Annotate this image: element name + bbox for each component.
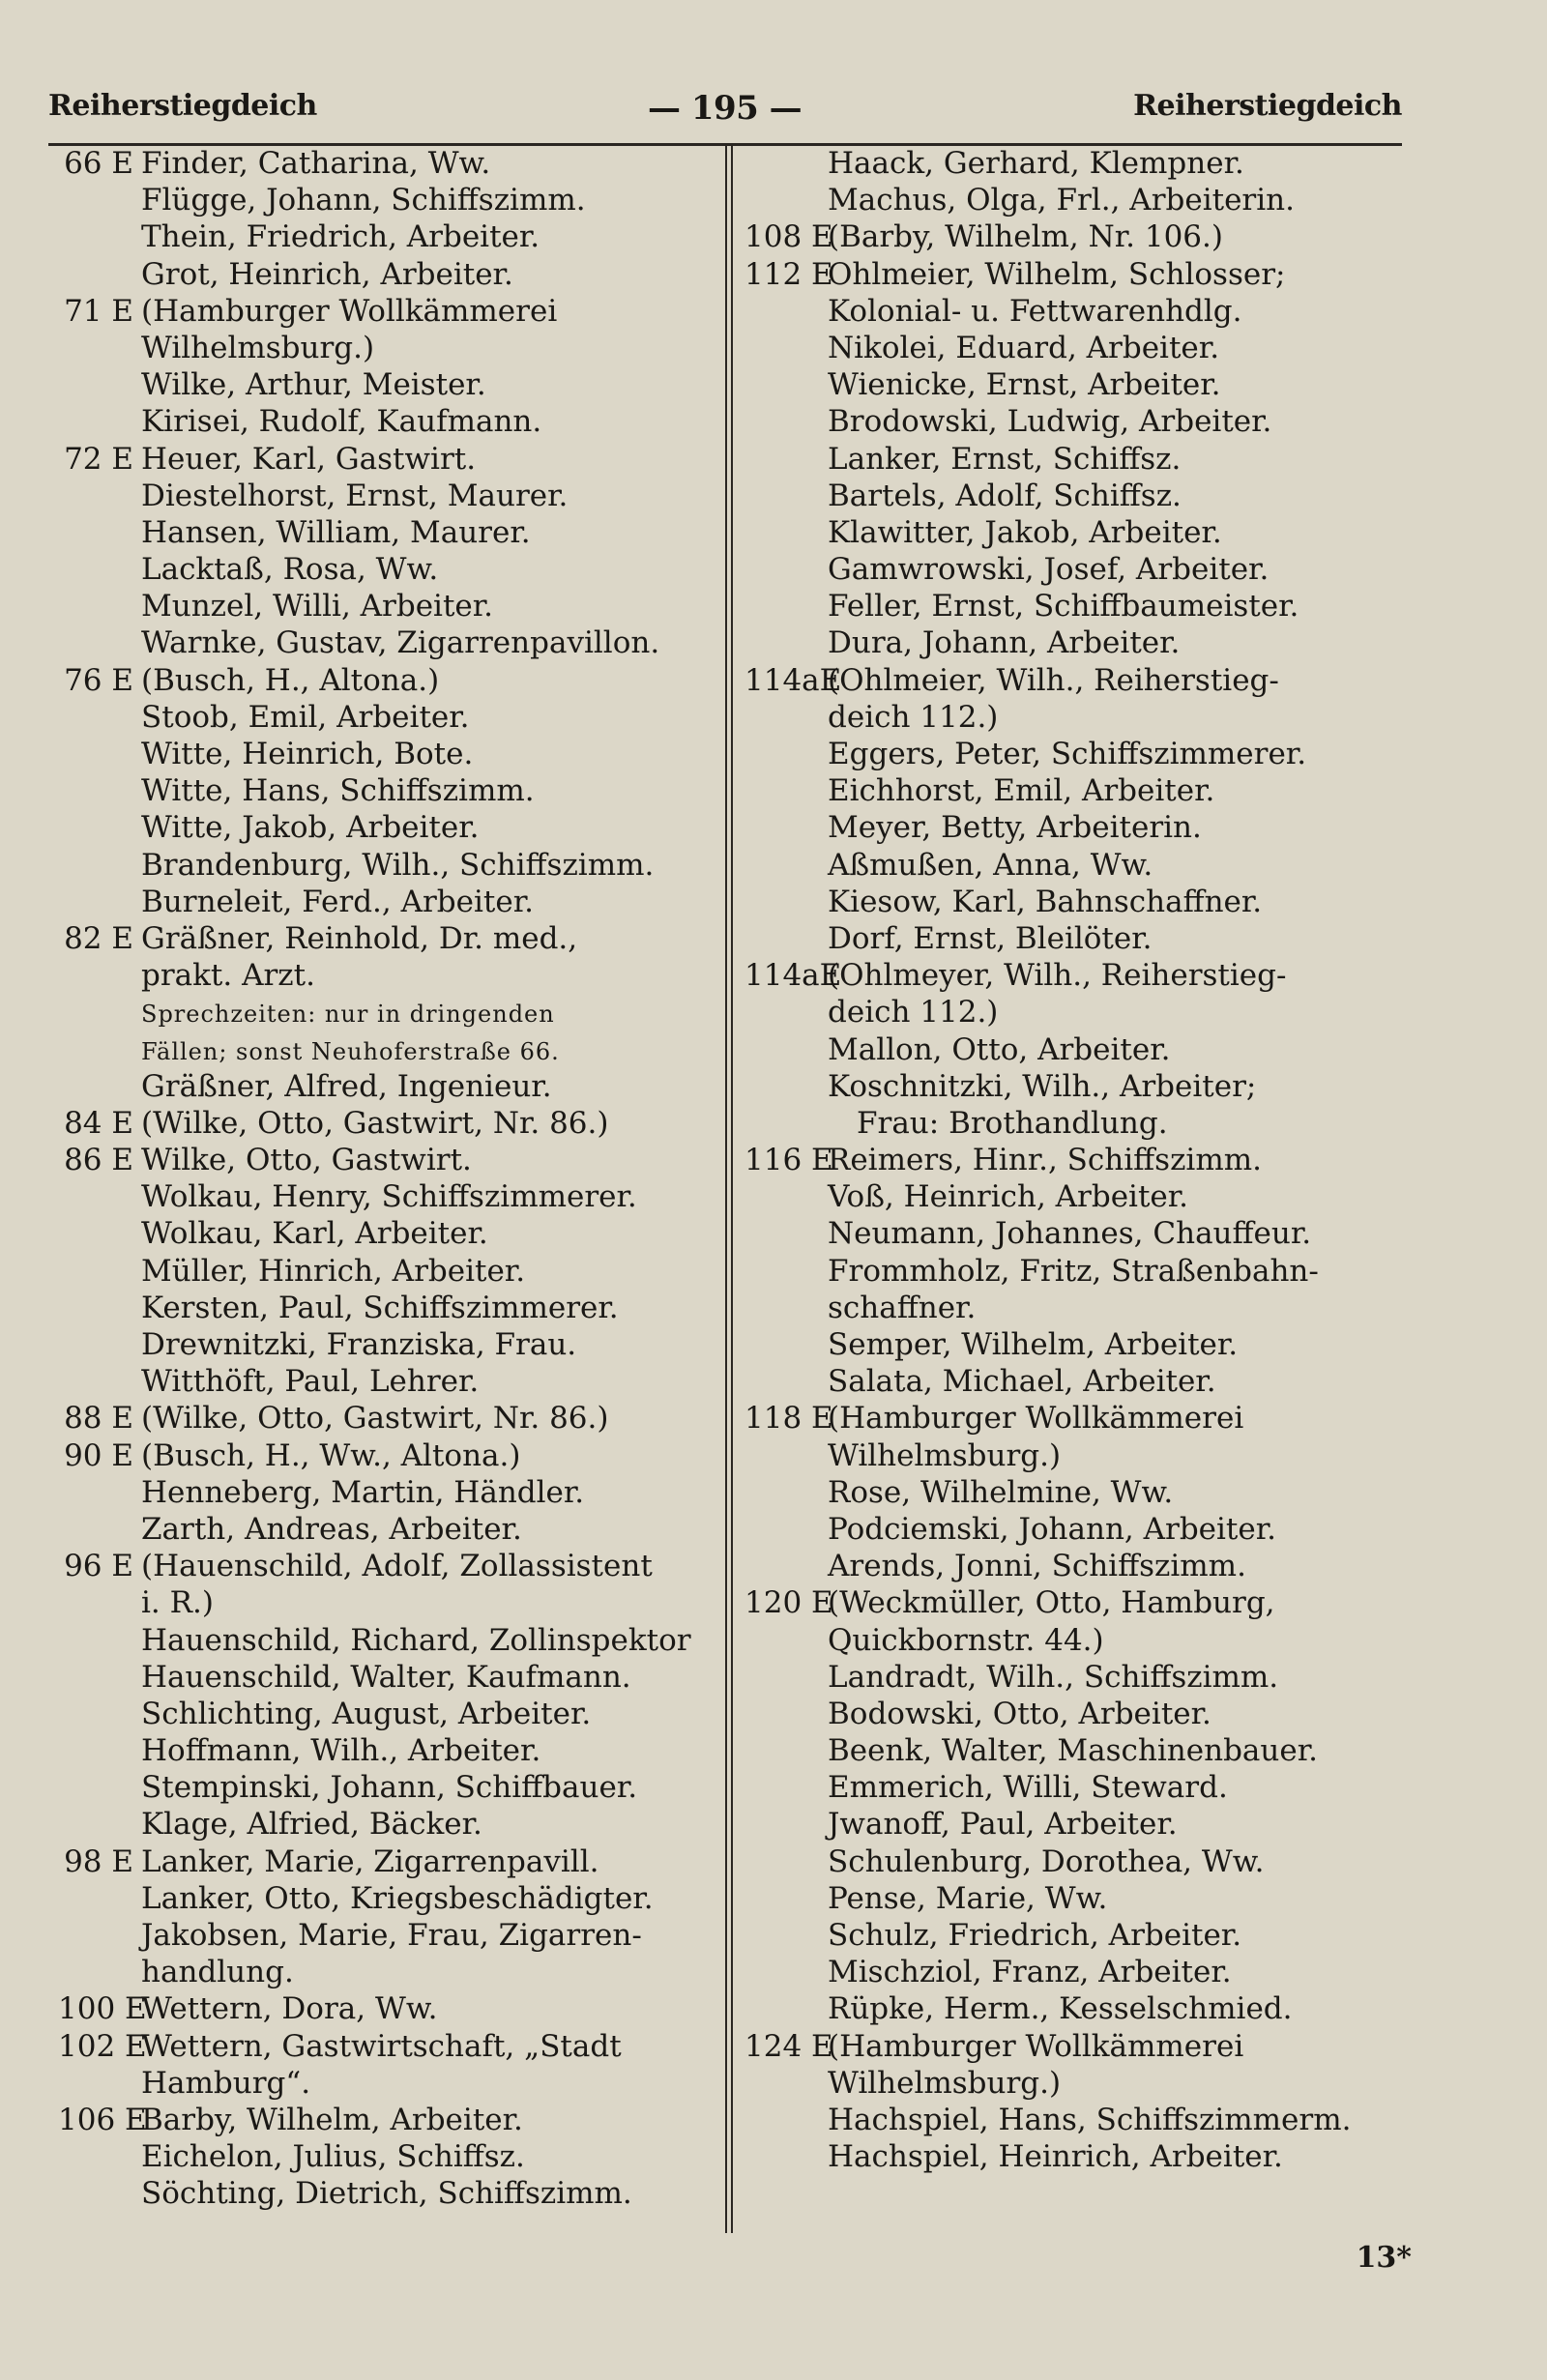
directory-entry: [58, 1769, 715, 1806]
entry-text: Eichelon, Julius, Schiffsz.: [141, 2139, 525, 2175]
entry-text: deich 112.): [828, 995, 999, 1030]
directory-entry: [744, 1474, 1402, 1511]
entry-text: Kiesow, Karl, Bahnschaffner.: [828, 884, 1263, 919]
directory-entry: [744, 1732, 1402, 1769]
directory-entry: [744, 551, 1402, 588]
entry-text: Wilke, Otto, Gastwirt.: [141, 1143, 472, 1178]
directory-entry: [58, 1326, 715, 1363]
directory-entry: [58, 1843, 715, 1880]
directory-entry: [58, 772, 715, 809]
directory-entry: [744, 1215, 1402, 1252]
entry-text: Eggers, Peter, Schiffszimmerer.: [828, 737, 1307, 771]
directory-entry: [58, 366, 715, 403]
directory-entry: [58, 1659, 715, 1696]
directory-entry: [58, 1474, 715, 1511]
entry-text: Nikolei, Eduard, Arbeiter.: [828, 330, 1220, 365]
directory-entry: [744, 957, 1402, 994]
house-number: 76 E: [64, 662, 133, 698]
header-left-street: Reiherstiegdeich: [48, 89, 317, 123]
entry-text: (Busch, H., Ww., Altona.): [141, 1437, 521, 1473]
entry-text: Dorf, Ernst, Bleilöter.: [828, 920, 1153, 956]
directory-entry: [58, 1178, 715, 1215]
entry-text: Wilhelmsburg.): [828, 2065, 1062, 2101]
directory-entry: [58, 218, 715, 255]
entry-text: Söchting, Dietrich, Schiffszimm.: [141, 2176, 632, 2212]
house-number: 71 E: [64, 293, 133, 329]
directory-entry: [744, 1031, 1402, 1068]
directory-entry: [744, 1105, 1402, 1142]
entry-text: Mischziol, Franz, Arbeiter.: [828, 1955, 1232, 1990]
house-number: 86 E: [64, 1143, 133, 1178]
entry-text: Finder, Catharina, Ww.: [141, 146, 491, 181]
directory-entry: [58, 624, 715, 661]
directory-entry: [744, 366, 1402, 403]
entry-text: Beenk, Walter, Maschinenbauer.: [828, 1733, 1318, 1769]
directory-entry: [58, 994, 715, 1030]
entry-text: Hauenschild, Walter, Kaufmann.: [141, 1659, 631, 1695]
directory-entry: [744, 1990, 1402, 2027]
entry-text: Wienicke, Ernst, Arbeiter.: [828, 367, 1221, 403]
entry-text: Müller, Hinrich, Arbeiter.: [141, 1253, 526, 1289]
entry-text: Rose, Wilhelmine, Ww.: [828, 1474, 1174, 1510]
directory-entry: [58, 478, 715, 514]
entry-text: Salata, Michael, Arbeiter.: [828, 1364, 1216, 1400]
entry-text: Kersten, Paul, Schiffszimmerer.: [141, 1290, 619, 1325]
directory-entry: [744, 994, 1402, 1030]
entry-text: Hamburg“.: [141, 2065, 311, 2101]
entry-text: Hansen, William, Maurer.: [141, 514, 531, 550]
directory-entry: [58, 736, 715, 772]
directory-entry: [744, 1400, 1402, 1437]
entry-text: Thein, Friedrich, Arbeiter.: [141, 219, 540, 255]
entry-text: Aßmußen, Anna, Ww.: [828, 847, 1153, 883]
directory-entry: [58, 1732, 715, 1769]
entry-text: Lanker, Ernst, Schiffsz.: [828, 441, 1182, 477]
entry-text: Eichhorst, Emil, Arbeiter.: [828, 773, 1215, 809]
entry-text: Brodowski, Ludwig, Arbeiter.: [828, 404, 1272, 440]
house-number: 106 E: [58, 2102, 147, 2137]
entry-text: Burneleit, Ferd., Arbeiter.: [141, 884, 534, 919]
house-number: 98 E: [64, 1843, 133, 1879]
entry-text: Rüpke, Herm., Kesselschmied.: [828, 1991, 1293, 2027]
entry-text: (Hamburger Wollkämmerei: [828, 2028, 1244, 2064]
directory-entry: [58, 1215, 715, 1252]
directory-entry: [58, 1105, 715, 1142]
entry-text: Heuer, Karl, Gastwirt.: [141, 441, 477, 477]
entry-text: Schulz, Friedrich, Arbeiter.: [828, 1918, 1242, 1953]
house-number: 118 E: [744, 1401, 833, 1437]
directory-entry: [744, 1659, 1402, 1696]
house-number: 72 E: [64, 441, 133, 477]
directory-entry: [58, 182, 715, 218]
entry-text: Kolonial- u. Fettwarenhdlg.: [828, 293, 1242, 329]
directory-entry: [744, 847, 1402, 884]
directory-entry: [744, 1142, 1402, 1178]
directory-entry: [744, 884, 1402, 920]
directory-entry: [744, 1437, 1402, 1474]
directory-entry: [58, 514, 715, 551]
directory-entry: [744, 514, 1402, 551]
entry-text: Meyer, Betty, Arbeiterin.: [828, 810, 1202, 846]
entry-text: Flügge, Johann, Schiffszimm.: [141, 183, 586, 218]
directory-entry: [744, 1622, 1402, 1659]
entry-text: deich 112.): [828, 699, 999, 735]
directory-entry: [58, 1363, 715, 1400]
directory-entry: [744, 1880, 1402, 1917]
directory-entry: [58, 847, 715, 884]
directory-entry: [58, 809, 715, 846]
entry-text: (Wilke, Otto, Gastwirt, Nr. 86.): [141, 1105, 609, 1141]
house-number: 84 E: [64, 1105, 133, 1141]
house-number: 100 E: [58, 1991, 147, 2027]
entry-text: Koschnitzki, Wilh., Arbeiter;: [828, 1068, 1257, 1104]
directory-entry: [744, 441, 1402, 478]
entry-text: (Ohlmeyer, Wilh., Reiherstieg-: [828, 958, 1287, 994]
directory-entry: [58, 1548, 715, 1584]
directory-entry: [58, 920, 715, 957]
entry-text: (Ohlmeier, Wilh., Reiherstieg-: [828, 662, 1279, 698]
entry-text: Fällen; sonst Neuhoferstraße 66.: [141, 1037, 560, 1065]
entry-text: Wilke, Arthur, Meister.: [141, 367, 486, 403]
directory-entry: [58, 699, 715, 736]
directory-entry: [744, 330, 1402, 366]
entry-text: Klage, Alfried, Bäcker.: [141, 1807, 482, 1843]
entry-text: Barby, Wilhelm, Arbeiter.: [141, 2102, 523, 2137]
entry-text: Dura, Johann, Arbeiter.: [828, 625, 1181, 661]
entry-text: Henneberg, Martin, Händler.: [141, 1474, 585, 1510]
directory-entry: [58, 441, 715, 478]
directory-entry: [58, 1584, 715, 1621]
entry-text: Warnke, Gustav, Zigarrenpavillon.: [141, 625, 660, 661]
directory-entry: [744, 256, 1402, 293]
entry-text: Hachspiel, Hans, Schiffszimmerm.: [828, 2102, 1352, 2137]
entry-text: Schulenburg, Dorothea, Ww.: [828, 1843, 1265, 1879]
directory-entry: [58, 1880, 715, 1917]
directory-entry: [58, 551, 715, 588]
entry-text: Feller, Ernst, Schiffbaumeister.: [828, 589, 1299, 624]
directory-entry: [58, 256, 715, 293]
directory-entry: [744, 624, 1402, 661]
entry-text: Lacktaß, Rosa, Ww.: [141, 552, 439, 588]
directory-entry: [744, 588, 1402, 624]
directory-entry: [744, 1843, 1402, 1880]
entry-text: Witte, Heinrich, Bote.: [141, 737, 474, 771]
entry-text: Witthöft, Paul, Lehrer.: [141, 1364, 480, 1400]
entry-text: Hauenschild, Richard, Zollinspektor: [141, 1622, 691, 1658]
directory-entry: [58, 957, 715, 994]
house-number: 114aE: [744, 662, 842, 698]
entry-text: Wilhelmsburg.): [141, 330, 375, 365]
directory-entry: [58, 1954, 715, 1990]
entry-text: Lanker, Otto, Kriegsbeschädigter.: [141, 1880, 654, 1916]
entry-text: (Barby, Wilhelm, Nr. 106.): [828, 219, 1223, 255]
directory-entry: [744, 2102, 1402, 2138]
directory-entry: [744, 1806, 1402, 1843]
directory-entry: [58, 662, 715, 699]
directory-entry: [58, 403, 715, 440]
house-number: 120 E: [744, 1585, 833, 1621]
entry-text: Schlichting, August, Arbeiter.: [141, 1696, 592, 1731]
directory-entry: [744, 920, 1402, 957]
directory-entry: [744, 772, 1402, 809]
house-number: 114aE: [744, 958, 842, 994]
header-right-street: Reiherstiegdeich: [1133, 89, 1402, 123]
directory-entry: [744, 145, 1402, 182]
entry-text: schaffner.: [828, 1290, 977, 1325]
directory-entry: [58, 1511, 715, 1548]
entry-text: Wilhelmsburg.): [828, 1437, 1062, 1473]
entry-text: Gamwrowski, Josef, Arbeiter.: [828, 552, 1270, 588]
directory-entry: [58, 145, 715, 182]
entry-text: Quickbornstr. 44.): [828, 1622, 1104, 1658]
entry-text: Stempinski, Johann, Schiffbauer.: [141, 1770, 638, 1806]
directory-entry: [744, 1584, 1402, 1621]
entry-text: Wolkau, Karl, Arbeiter.: [141, 1216, 488, 1252]
entry-text: Witte, Jakob, Arbeiter.: [141, 810, 480, 846]
entry-text: (Hamburger Wollkämmerei: [141, 293, 558, 329]
house-number: 88 E: [64, 1401, 133, 1437]
house-number: 96 E: [64, 1549, 133, 1584]
directory-entry: [58, 2065, 715, 2102]
directory-entry: [744, 1326, 1402, 1363]
directory-entry: [744, 1178, 1402, 1215]
entry-text: Semper, Wilhelm, Arbeiter.: [828, 1327, 1239, 1362]
entry-text: Wettern, Gastwirtschaft, „Stadt: [141, 2028, 622, 2064]
directory-entry: [58, 1068, 715, 1105]
directory-entry: [744, 699, 1402, 736]
directory-entry: [744, 293, 1402, 330]
directory-entry: [744, 1696, 1402, 1732]
directory-entry: [744, 2028, 1402, 2065]
entry-text: (Hamburger Wollkämmerei: [828, 1401, 1244, 1437]
entry-text: Lanker, Marie, Zigarrenpavill.: [141, 1843, 599, 1879]
entry-text: Wettern, Dora, Ww.: [141, 1991, 438, 2027]
directory-entry: [744, 1769, 1402, 1806]
directory-entry: [744, 1917, 1402, 1954]
directory-entry: [58, 1622, 715, 1659]
entry-text: (Wilke, Otto, Gastwirt, Nr. 86.): [141, 1401, 609, 1437]
directory-entry: [744, 478, 1402, 514]
entry-text: Emmerich, Willi, Steward.: [828, 1770, 1228, 1806]
entry-text: Ohlmeier, Wilhelm, Schlosser;: [828, 256, 1286, 292]
entry-text: Jwanoff, Paul, Arbeiter.: [828, 1807, 1178, 1843]
entry-text: Frau: Brothandlung.: [857, 1105, 1168, 1141]
entry-text: Bodowski, Otto, Arbeiter.: [828, 1696, 1211, 1731]
entry-text: Reimers, Hinr., Schiffszimm.: [828, 1143, 1262, 1178]
entry-text: Voß, Heinrich, Arbeiter.: [828, 1179, 1189, 1215]
right-column: [744, 145, 1402, 2175]
directory-entry: [744, 403, 1402, 440]
directory-entry: [58, 884, 715, 920]
entry-text: Drewnitzki, Franziska, Frau.: [141, 1327, 577, 1362]
house-number: 102 E: [58, 2028, 147, 2064]
entry-text: Witte, Hans, Schiffszimm.: [141, 773, 535, 809]
entry-text: Grot, Heinrich, Arbeiter.: [141, 256, 513, 292]
column-divider: [725, 145, 733, 2233]
entry-text: Bartels, Adolf, Schiffsz.: [828, 478, 1182, 513]
entry-text: (Hauenschild, Adolf, Zollassistent: [141, 1549, 653, 1584]
entry-text: Gräßner, Alfred, Ingenieur.: [141, 1068, 552, 1104]
house-number: 90 E: [64, 1437, 133, 1473]
entry-text: prakt. Arzt.: [141, 958, 315, 994]
directory-entry: [744, 182, 1402, 218]
entry-text: Gräßner, Reinhold, Dr. med.,: [141, 920, 578, 956]
directory-entry: [58, 1917, 715, 1954]
page-number: — 195 —: [648, 89, 803, 128]
house-number: 82 E: [64, 920, 133, 956]
directory-entry: [744, 1290, 1402, 1326]
directory-entry: [58, 293, 715, 330]
entry-text: Mallon, Otto, Arbeiter.: [828, 1031, 1171, 1067]
entry-text: Klawitter, Jakob, Arbeiter.: [828, 514, 1222, 550]
directory-entry: [744, 2138, 1402, 2175]
directory-entry: [744, 1511, 1402, 1548]
entry-text: Hoffmann, Wilh., Arbeiter.: [141, 1733, 541, 1769]
directory-entry: [58, 2028, 715, 2065]
directory-entry: [58, 1031, 715, 1068]
entry-text: Jakobsen, Marie, Frau, Zigarren-: [141, 1918, 642, 1953]
entry-text: Kirisei, Rudolf, Kaufmann.: [141, 404, 542, 440]
entry-text: (Weckmüller, Otto, Hamburg,: [828, 1585, 1275, 1621]
directory-entry: [744, 2065, 1402, 2102]
entry-text: i. R.): [141, 1585, 214, 1621]
directory-entry: [744, 218, 1402, 255]
entry-text: Zarth, Andreas, Arbeiter.: [141, 1511, 522, 1547]
directory-entry: [744, 1068, 1402, 1105]
directory-entry: [58, 588, 715, 624]
entry-text: Hachspiel, Heinrich, Arbeiter.: [828, 2139, 1283, 2175]
entry-text: Munzel, Willi, Arbeiter.: [141, 589, 494, 624]
house-number: 66 E: [64, 146, 133, 181]
entry-text: Wolkau, Henry, Schiffszimmerer.: [141, 1179, 637, 1215]
entry-text: Diestelhorst, Ernst, Maurer.: [141, 478, 569, 513]
directory-entry: [58, 1400, 715, 1437]
directory-entry: [58, 1437, 715, 1474]
directory-entry: [744, 1253, 1402, 1290]
directory-entry: [58, 2138, 715, 2175]
entry-text: Machus, Olga, Frl., Arbeiterin.: [828, 183, 1295, 218]
entry-text: Landradt, Wilh., Schiffszimm.: [828, 1659, 1279, 1695]
entry-text: Pense, Marie, Ww.: [828, 1880, 1108, 1916]
directory-entry: [58, 1253, 715, 1290]
entry-text: Podciemski, Johann, Arbeiter.: [828, 1511, 1277, 1547]
directory-entry: [58, 1806, 715, 1843]
entry-text: Brandenburg, Wilh., Schiffszimm.: [141, 847, 655, 883]
directory-entry: [58, 1142, 715, 1178]
house-number: 116 E: [744, 1143, 833, 1178]
directory-entry: [58, 1696, 715, 1732]
entry-text: Haack, Gerhard, Klempner.: [828, 146, 1244, 181]
entry-text: Frommholz, Fritz, Straßenbahn-: [828, 1253, 1319, 1289]
directory-entry: [744, 736, 1402, 772]
page-header: [48, 89, 1402, 137]
house-number: 112 E: [744, 256, 833, 292]
signature-mark: 13*: [1356, 2241, 1412, 2275]
entry-text: (Busch, H., Altona.): [141, 662, 440, 698]
directory-entry: [58, 2175, 715, 2212]
entry-text: Neumann, Johannes, Chauffeur.: [828, 1216, 1312, 1252]
directory-entry: [58, 330, 715, 366]
left-column: [58, 145, 715, 2213]
directory-entry: [744, 662, 1402, 699]
house-number: 124 E: [744, 2028, 833, 2064]
directory-entry: [58, 1290, 715, 1326]
directory-entry: [58, 2102, 715, 2138]
directory-entry: [744, 809, 1402, 846]
directory-entry: [58, 1990, 715, 2027]
directory-entry: [744, 1954, 1402, 1990]
directory-entry: [744, 1548, 1402, 1584]
directory-entry: [744, 1363, 1402, 1400]
house-number: 108 E: [744, 219, 833, 255]
entry-text: Stoob, Emil, Arbeiter.: [141, 699, 470, 735]
entry-text: handlung.: [141, 1955, 294, 1990]
entry-text: Arends, Jonni, Schiffszimm.: [828, 1549, 1246, 1584]
entry-text: Sprechzeiten: nur in dringenden: [141, 1001, 555, 1029]
